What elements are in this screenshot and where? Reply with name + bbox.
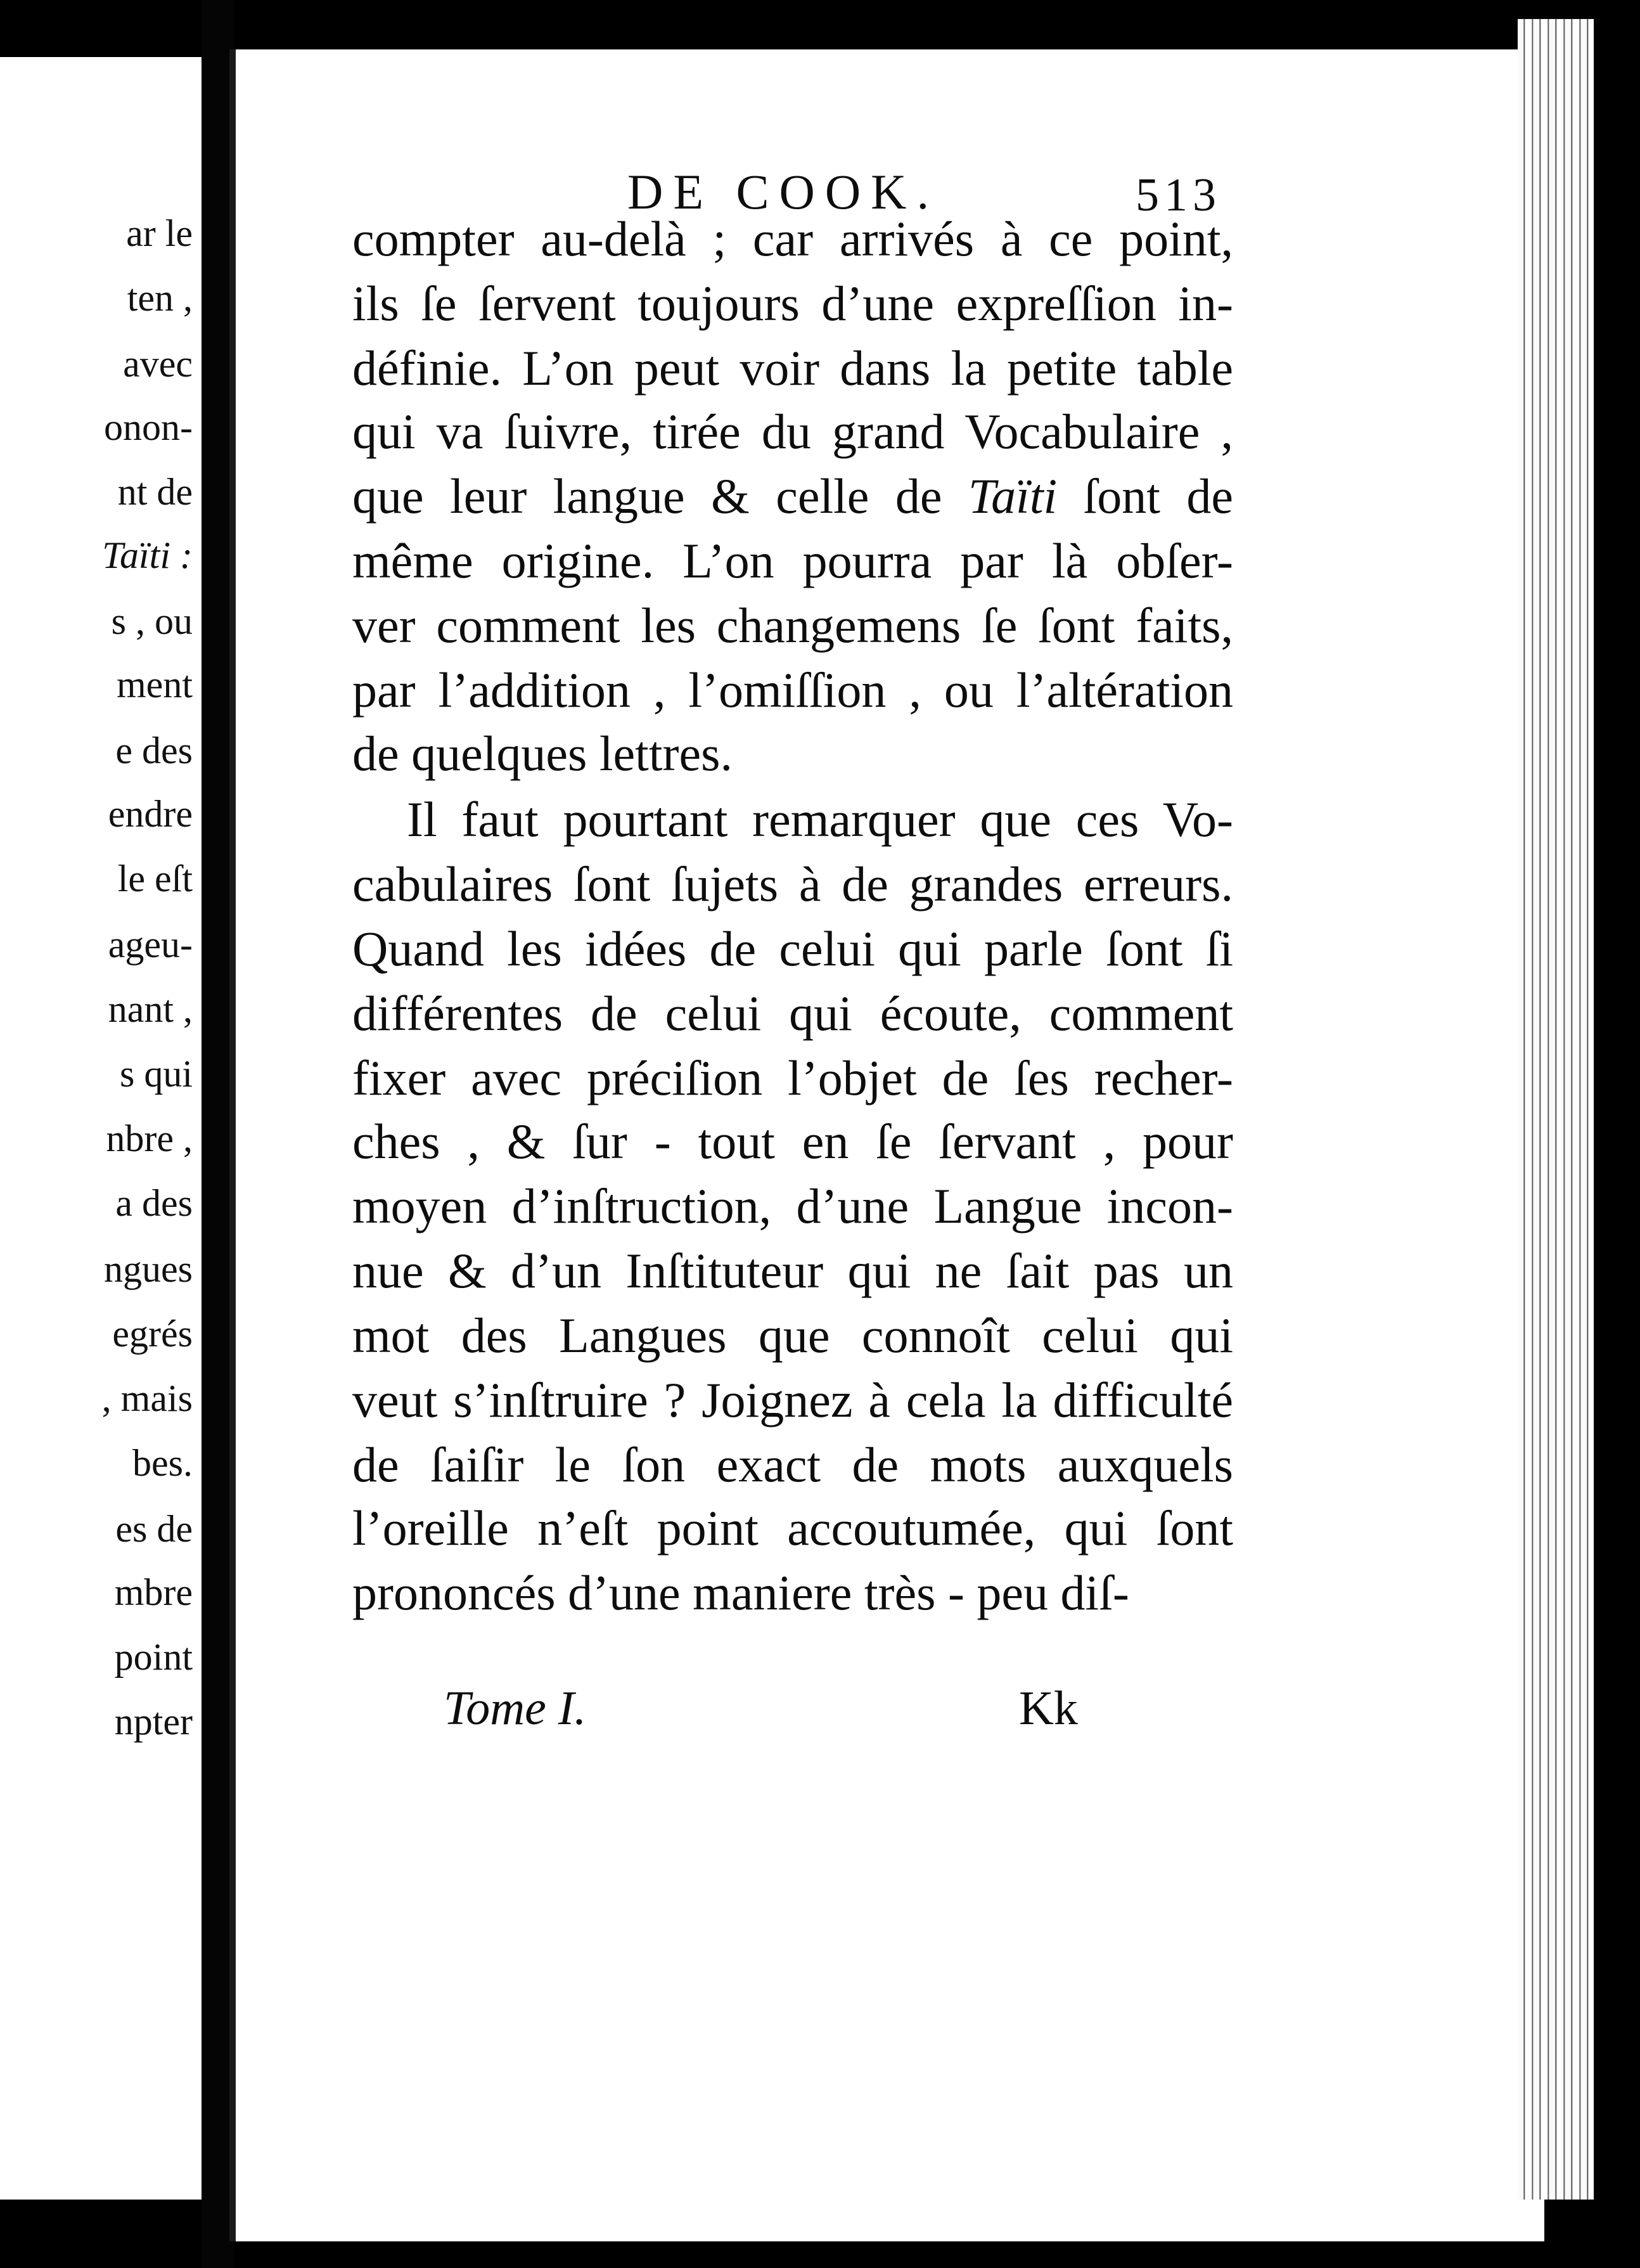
left-page-fragment: point <box>114 1636 193 1678</box>
left-page-fragment: a des <box>115 1182 193 1224</box>
left-page-fragment: ment <box>117 664 193 706</box>
body-line: mot des Langues que connoît celui qui <box>352 1308 1233 1363</box>
body-line: ches , & ſur - tout en ſe ſervant , pour <box>352 1114 1233 1169</box>
running-head: DE COOK. <box>627 164 939 219</box>
body-line: ils ſe ſervent toujours d’une expreſſion in- <box>352 276 1233 331</box>
left-page-fragment: Taïti : <box>102 534 193 576</box>
left-page-fragment: , mais <box>101 1377 193 1419</box>
left-page-fragment: bes. <box>132 1442 193 1484</box>
body-line: qui va ſuivre, tirée du grand Vocabulaire , <box>352 404 1233 459</box>
left-page-fragment: egrés <box>112 1313 193 1355</box>
left-page-fragment: nant , <box>108 988 193 1030</box>
left-page-fragment: ageu- <box>108 924 193 965</box>
left-page-fragment: le eſt <box>117 858 193 899</box>
scan-border <box>1594 0 1640 2268</box>
signature-tome: Tome I. <box>444 1682 587 1735</box>
body-line: ver comment les changemens ſe ſont faits, <box>352 598 1233 653</box>
left-page-fragment: nbre , <box>106 1118 193 1159</box>
body-line: nue & d’un Inſtituteur qui ne ſait pas un <box>352 1243 1233 1298</box>
body-line: de ſaiſir le ſon exact de mots auxquels <box>352 1437 1233 1492</box>
body-line: moyen d’inſtruction, d’une Langue incon- <box>352 1178 1233 1234</box>
body-line: par l’addition , l’omiſſion , ou l’altération <box>352 662 1233 718</box>
body-line: de quelques lettres. <box>352 726 733 781</box>
body-line: prononcés d’une maniere très - peu diſ- <box>352 1565 1129 1620</box>
left-page-fragment: avec <box>123 343 193 385</box>
left-page-fragment: s qui <box>119 1053 193 1095</box>
body-line: Quand les idées de celui qui parle ſont ſi <box>352 921 1233 976</box>
body-line: Il faut pourtant remarquer que ces Vo- <box>407 792 1233 847</box>
body-line: compter au-delà ; car arrivés à ce point, <box>352 211 1233 266</box>
body-line: que leur langue & celle de Taïti ſont de <box>352 468 1233 524</box>
page-number: 513 <box>1136 169 1221 221</box>
body-line: fixer avec préciſion l’objet de ſes recher- <box>352 1050 1233 1105</box>
left-facing-page <box>0 57 202 2200</box>
italic-place-name: Taïti <box>968 468 1058 524</box>
left-page-fragment: onon- <box>104 406 193 448</box>
left-page-fragment: ten , <box>127 277 193 319</box>
body-line: cabulaires ſont ſujets à de grandes erreurs. <box>352 856 1233 912</box>
body-line: définie. L’on peut voir dans la petite table <box>352 340 1233 396</box>
left-page-fragment: ngues <box>104 1248 193 1290</box>
left-page-fragment: ar le <box>126 212 193 254</box>
left-page-fragment: es de <box>115 1508 193 1550</box>
body-line: même origine. L’on pourra par là obſer- <box>352 533 1233 588</box>
body-line: l’oreille n’eſt point accoutumée, qui ſont <box>352 1500 1233 1556</box>
body-line: veut s’inſtruire ? Joignez à cela la difficulté <box>352 1372 1233 1427</box>
left-page-fragment: nt de <box>117 471 193 513</box>
page-edges <box>1518 19 1594 2200</box>
left-page-fragment: mbre <box>114 1571 193 1613</box>
left-page-fragment: s , ou <box>111 600 193 642</box>
left-page-fragment: npter <box>114 1701 193 1743</box>
signature-mark: Kk <box>1019 1682 1078 1735</box>
body-line: différentes de celui qui écoute, comment <box>352 986 1233 1041</box>
left-page-fragment: e des <box>115 730 193 771</box>
left-page-fragment: endre <box>108 793 193 835</box>
